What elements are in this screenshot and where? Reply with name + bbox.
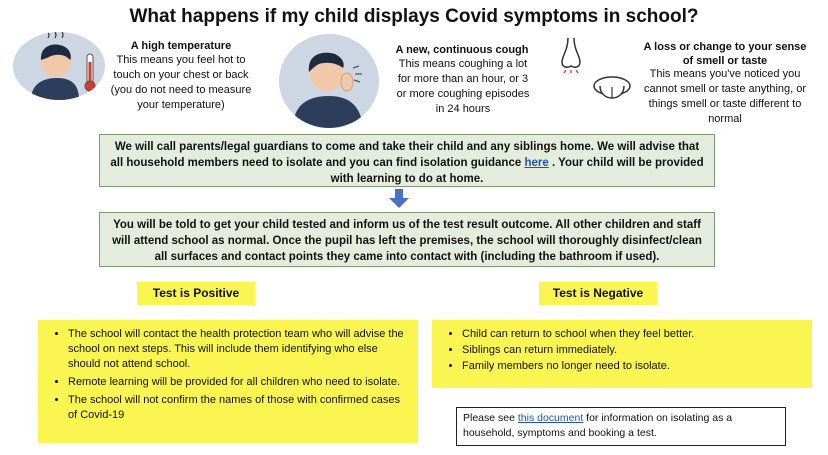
list-item: • Family members no longer need to isolate. [462,359,804,374]
symptom-cough-text: This means coughing a lot for more than an hour, or 3 or more coughing episodes in 24 hours [396,58,530,115]
page-title: What happens if my child displays Covid symptoms in school? [129,6,699,27]
symptom-temperature-text: This means you feel hot to touch on your chest or back (you do not need to measure your temperature) [110,54,252,111]
symptom-cough-heading: A new, continuous cough [395,44,529,56]
step2-box [99,212,715,267]
positive-label: Test is Positive [137,282,255,305]
tongue-icon [591,74,633,110]
negative-label: Test is Negative [539,282,657,305]
symptom-temperature-heading: A high temperature [130,40,232,52]
list-item: • The school will not confirm the names of those with confirmed cases of Covid-19 [68,393,410,423]
symptom-smell-text: This means you've noticed you cannot smell or taste anything, or things smell or taste different to normal [643,68,807,125]
list-item: • The school will contact the health protection team who will advise the school on next steps. This will include them identifying who else should not attend school. [68,327,410,372]
step1-text: We will call parents/legal guardians to come and take their child and any siblings home. We will advise that all household members need to isolate and you can find isolation guidance [110,141,700,169]
list-item: • Siblings can return immediately. [462,343,804,358]
note-text-end: for information on isolating as a household, symptoms and booking a test. [463,412,733,439]
negative-box [432,320,812,388]
step2-text: You will be told to get your child tested and inform us of the test result outcome. All other children and staff will attend school as normal. Once the pupil has left the premises, the school will thoroughly disinfect/clean all surfaces and contact points they came into contact with (including the bathroom if used). [112,219,702,263]
isolation-guidance-link[interactable]: here [524,157,549,169]
this-document-link[interactable]: this document [517,412,584,424]
list-item: • Remote learning will be provided for all children who need to isolate. [68,375,410,390]
list-item: • Child can return to school when they feel better. [462,327,804,342]
down-arrow-icon [387,189,411,209]
positive-box [38,320,418,443]
note-text: Please see [463,412,518,424]
info-note [456,407,786,446]
nose-icon [556,36,586,74]
coughing-person-icon [279,34,379,128]
step1-text-end: . Your child will be provided with learning to do at home. [330,157,704,185]
step1-box [99,134,715,187]
negative-list [436,327,804,374]
positive-list [42,327,410,423]
fever-person-icon [13,32,105,100]
symptom-smell-heading: A loss or change to your sense of smell or taste [643,41,807,67]
